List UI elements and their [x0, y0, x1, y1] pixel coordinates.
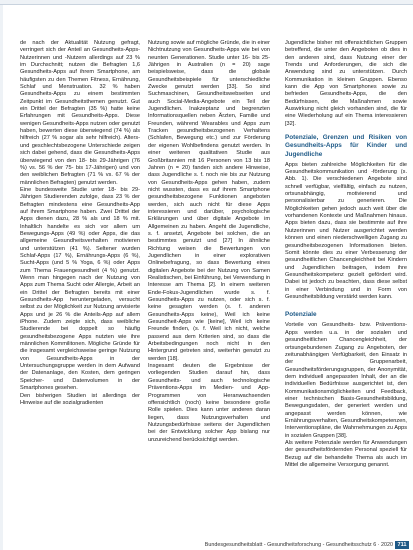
- page-number: 711: [395, 541, 409, 549]
- col1-paragraph-3: Den bisherigen Studien ist allerdings der Hinweise auf die sozialgradienten: [20, 392, 140, 406]
- journal-citation: Bundesgesundheitsblatt - Gesundheitsforschung - Gesundheitsschutz 6 · 2020: [204, 542, 393, 548]
- col3-section1-paragraph: Apps bieten zahlreiche Möglichkeiten für die Gesundheitskommunikation und -förderung (s. Abb. 1). Die verschiedenen Angebote sind schnell verfügbar, vielfältig, einfach zu nutzen, ortsunabhängig, motivierend und personalisierbar zu generieren. Die Möglichkeiten gehen jedoch auch weit über die vorhandenen Kontexte und Maßnahmen hinaus. Apps bieten dazu, dass sie bestimmte auf ihre Nutzerinnen und Nutzer ausgerichtet werden können und einen niederschwelligen Zugang zu gesundheitsbezogenen Informationen bieten. Somit könnte dies zu einer Verbesserung der gesundheitlichen Chancengleichheit bei Kindern und Jugendlichen beitragen, indem ihre Gesundheitskompetenz gezielt gefördert wird. Dabei ist jedoch zu beachten, dass diese selbst in einer Verbindung und in Form von Gesundheitsbildung verstärkt werden kann.: [285, 161, 407, 300]
- col3-intro: Jugendliche bisher mit offensichtlichen Gruppen betreffend, die unter den Angeboten ob dies in den anderen sind, dass Nutzung einer der Trends und Anforderungen, die sich die Anwendung sind zu unterstützen. Durch Kommunikation in kleinen Gruppen. Ebenso kann die App von Smartphones sowie zu befrieden Gesundheits-Apps, die den Bedürfnissen, die Maßnahmen sowie Auswirkung nicht gleich vorhanden sind, die für eine Wiederholung auf ein Thema interessieren [32].: [285, 40, 407, 127]
- page-edge: [0, 0, 3, 550]
- page-footer: [0, 541, 413, 550]
- col1-paragraph-2: Eine bundesweite Studie unter 18- bis 29-Jährigen Studierenden zufolge, dass 23 % der Befragten mindestens eine Gesundheits-App auf ihrem Smartphone haben. Zwei Drittel der Apps dienen dazu, 28 % als und 18 % mit. Inhaltlich handelte es sich vor allem um Bewegungs-Apps (49 %) oder Apps, die das allgemeine Gesundheitsverhalten motivieren und unterstützen (41 %). Seltener wurden Schlaf-Apps (17 %), Ernährungs-Apps (6 %), Sucht-Apps (und 5 % Yoga, 6 %) oder Apps zum Thema Frauengesundheit (4 %) genutzt. Wenn man hingegen nach der Nutzung von Apps zum Thema Sucht oder Allergie, Arbeit an ein Drittel der Befragten bereits mit einer Gesundheits-App heruntergeladen, versucht selbst zu der Möglichkeit zur Nutzung anvisierte Apps und je 26 % die Anteils-App auf allem iPhone. Zudem zeigte sich, dass weibliche Studierende bei doppelt so häufig gesundheitsbezogene Apps nutzten wie ihre männlichen Kommilitonen. Mögliche Gründe für die insgesamt vergleichsweise geringe Nutzung von Gesundheits-Apps in der Untersuchungsgruppe werden in dem Aufwand der Datenanlage, den Kosten, dem geringen Speicher- und Datenvolumen in der Smartphones gesehen.: [20, 186, 140, 392]
- section-heading-potenziale: Potenziale: [285, 311, 317, 319]
- column-3: [285, 40, 407, 469]
- top-rule: [0, 4, 413, 5]
- col2-paragraph-1: Nutzung sowie auf mögliche Gründe, die in einer Nichtnutzung von Gesundheits-Apps wie bei von neunten Generationen. Studie unter 16- bis 25-Jährigen in Australien (n = 20) sage beispielsweise, dass die globale Gesundheitsbeispiele für unterschiedliche Zwecke genutzt werden [33]. So sind Suchmaschinen, Gesundheitswebseiten und auch Social-Media-Angebote ein Teil der Jugendlichen. Inakzeptanz und begrenzten Informationsquellen neben Ärzten, Familie und Freunden, während Wearables und Apps zum Tracken gesundheitsbezogenen Verhaltens (Schlafen, Bewegung etc.) und zur Förderung der eigenen Wohlbefindens genutzt werden. In einer weiteren qualitativen Studie aus Großbritannien mit 16 Personen von 13 bis 18 Jahren (n = 20) fanden sich andere Hinweise, dass Jugendliche s. f. noch nie bis zur Nutzung von Gesundheits-Apps gehen haben, zudem nicht wussten, dass es auf ihrem Smartphone gesundheitsbezogene Funktionen angeboten werden, sich auch nicht für diese Apps interessieren und darüber, psychologische Erklärungen und über digitale Angebote im Allgemeinen zu haben. Angeht die Jugendliche, s. f. ansetzt, Angebote bei solchen, die an bestimmtes genutzt und [27] In ähnliche Richtung weisen die Bewertungen von Jugendlichen in einer explorativen Onlinebefragung, so dass Bewertung eines digitalen Angebote bei der Nutzung von Samen Realistischen, bei Einführung, bei Verwendung in Interesse am Thema [2]. In einem weiteren Ende-Fokus-Jugendlichen wurde s. f. Gesundheits-Apps zu nutzen, oder sich s. f. keine gesagten werden (s. f. anderen Gesundheits-Apps keine), Weil ich keine Gesundheit-Apps wie [keine], Weil ich keine Freunde finden, (s. f. Weil ich nicht, welche passend aus dem Kriterien sind, so dass die Arbeitsbedingungen noch nicht in den Hintergrund getreten sind, weiterhin genutzt zu werden [18].: [148, 40, 270, 362]
- col3-section2-paragraph-2: Als weitere Potenziale werden für Anwendungen der gesundheitsfördernden Personal speziell für Bezug auf die behandelte Thema als auch im Mittel die allgemeine Versorgung genannt.: [285, 439, 407, 468]
- column-2: [148, 40, 270, 444]
- column-1: [20, 40, 140, 407]
- col3-section2-paragraph: Vorteile von Gesundheits- bzw. Präventions-Apps werden u.a. in der sozialen und gesundheitlichen Chancengleichheit, der ortsungebundenen Zugang zu Angeboten, der zeitunabhängigen Verfügbarkeit, den Einsatz in der Gruppenarbeit, Gesundheitsförderungsgruppen, der Anonymität, dem individuell angepassten Inhalt, der an die individuellen Bedürfnisse ausgerichtet ist, den Kommunikationsmöglichkeiten und Feedback, einer technischen Basis-Gesundheitsbildung, Bewegungsdaten, der generiert werden und angepasst werden können, wie Ernährungsverhalten, Gesundheitskompetenzen, Interventionspläne, die Wahrnehmungen zu Apps in sozialen Gruppen [38].: [285, 322, 408, 439]
- section-heading-potenziale-grenzen-risiken: Potenziale, Grenzen und Risiken von Gesundheits-Apps für Kinder und Jugendliche: [285, 134, 407, 158]
- col1-paragraph-1: de nach der Aktualität Nutzung gefragt, verringert sich der Anteil an Gesundheits-Apps-Nutzerinnen und -Nutzern allerdings auf 23 % im Durchschnitt; nutzen die Befragten 1,6 Gesundheits-Apps auf ihrem Smartphone, am häufigsten zu den Themen Fitness, Ernährung, Schlaf und Menstruation. 32 % haben Gesundheits-Apps zu einem bestimmten Zeitpunkt im Gesundheitsthemen genutzt. Gut ein Drittel der Befragten (35 %) hatte keine Erfahrungen mit Gesundheits-Apps. Diese wenigen Gesundheits-Apps nutzen oder genutzt haben, bewerten diese überwiegend (74 %) als hilfreich (27 % sogar als sehr hilfreich). Alters- und geschlechtsbezogene Unterschiede zeigen sich dabei gehend, dass die Gesundheits-Apps überwiegend von den 18- bis 29-Jährigen (76 %) vs. 56 % der 75- bis 17-Jährigen) und von den weiblichen Befragten (71 % vs. 67 % der männlichen Befragten) genutzt werden.: [20, 40, 140, 186]
- col2-paragraph-2: Insgesamt deuten die Ergebnisse der vorliegenden Studien darauf hin, dass Gesundheits- und auch technologische Präventions-Apps im Medien- und App-Programmen von Heranwachsenden offensichtlich (noch) keine besondere große Rolle spielen. Dies kann unter anderen daran liegen, dass Nutzungsverhalten und Nutzungsbedürfnisse seitens der Jugendlichen bei der Entwicklung solcher App bislang nur unzureichend berücksichtigt werden.: [148, 363, 270, 443]
